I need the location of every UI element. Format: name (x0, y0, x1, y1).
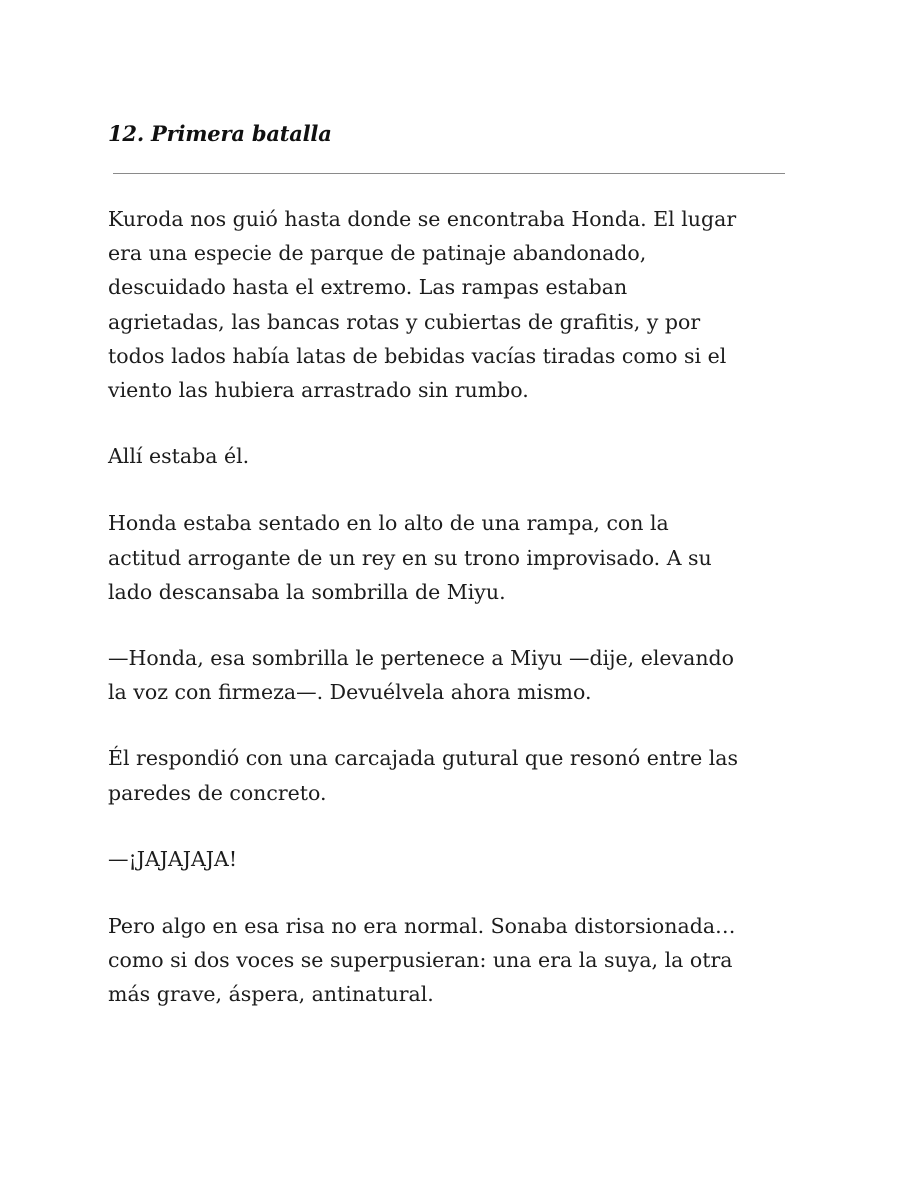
text-line: era una especie de parque de patinaje abandonado, (108, 241, 647, 266)
paragraph (108, 842, 798, 876)
text-line: todos lados había latas de bebidas vacías tiradas como si el (108, 343, 727, 368)
chapter-title: 12. Primera batalla (108, 121, 332, 146)
chapter-body (108, 202, 798, 1044)
paragraph (108, 641, 798, 709)
text-line: viento las hubiera arrastrado sin rumbo. (108, 378, 529, 403)
text-line: descuidado hasta el extremo. Las rampas estaban (108, 275, 628, 300)
text-line: Honda estaba sentado en lo alto de una rampa, con la (108, 511, 669, 536)
text-line: Él respondió con una carcajada gutural que resonó entre las (108, 746, 739, 771)
text-line: la voz con firmeza—. Devuélvela ahora mismo. (108, 680, 592, 705)
text-line: actitud arrogante de un rey en su trono improvisado. A su (108, 545, 712, 570)
title-divider (113, 173, 785, 174)
text-line: más grave, áspera, antinatural. (108, 982, 434, 1007)
text-line: Kuroda nos guió hasta donde se encontraba Honda. El lugar (108, 207, 737, 231)
text-line: lado descansaba la sombrilla de Miyu. (108, 579, 506, 604)
text-line: —Honda, esa sombrilla le pertenece a Miyu —dije, elevando (108, 646, 734, 671)
text-line: paredes de concreto. (108, 780, 327, 805)
text-line: Allí estaba él. (108, 444, 250, 469)
paragraph (108, 506, 798, 609)
text-line: —¡JAJAJAJA! (108, 846, 238, 871)
paragraph (108, 909, 798, 1012)
paragraph (108, 202, 798, 407)
paragraph (108, 741, 798, 809)
text-line: Pero algo en esa risa no era normal. Sonaba distorsionada… (108, 914, 736, 939)
paragraph (108, 439, 798, 473)
text-line: agrietadas, las bancas rotas y cubiertas de grafitis, y por (108, 309, 701, 334)
text-line: como si dos voces se superpusieran: una era la suya, la otra (108, 948, 733, 973)
